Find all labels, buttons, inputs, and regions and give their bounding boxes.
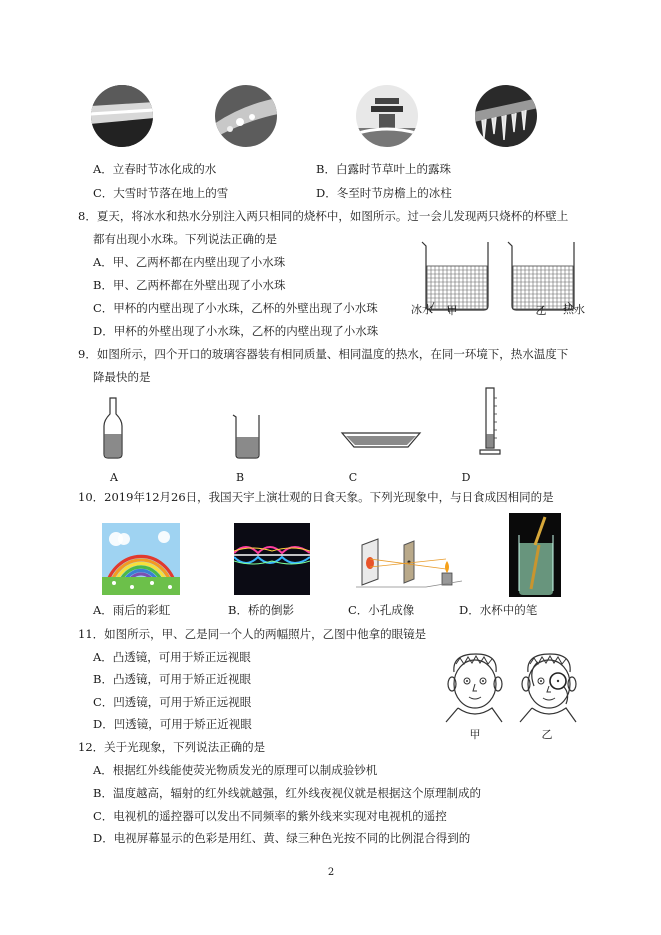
face-label-yi: 乙 <box>541 728 553 741</box>
face-label-jia: 甲 <box>469 728 481 741</box>
photo-snow-temple <box>355 84 419 148</box>
container-d-cylinder <box>478 386 506 458</box>
q11-option-b: B．凸透镜，可用于矫正近视眼 <box>93 672 251 686</box>
q7-option-c: C．大雪时节落在地上的雪 <box>93 186 229 200</box>
face-yi-with-lens <box>510 650 588 724</box>
photo-bridge-reflection <box>234 523 310 595</box>
q8-option-d: D．甲杯的外壁出现了小水珠，乙杯的内壁出现了小水珠 <box>93 324 379 338</box>
q10-option-b: B．桥的倒影 <box>228 603 294 617</box>
photo-pinhole-camera <box>356 535 462 591</box>
q8-option-b: B．甲、乙两杯都在外壁出现了小水珠 <box>93 278 286 292</box>
q10-option-a: A．雨后的彩虹 <box>93 603 171 617</box>
q9-label-d: D <box>461 471 471 484</box>
photo-dew-leaf <box>214 84 278 148</box>
q7-option-d: D．冬至时节房檐上的冰柱 <box>316 186 452 200</box>
q8-stem-line1: 8．夏天，将冰水和热水分别注入两只相同的烧杯中，如图所示。过一会儿发现两只烧杯的杯壁上 <box>78 209 569 223</box>
q10-option-c: C．小孔成像 <box>348 603 415 617</box>
photo-icicles <box>474 84 538 148</box>
beaker-label-hot-water: 热水 <box>563 303 585 316</box>
page-number: 2 <box>327 867 335 878</box>
photo-rainbow <box>102 523 180 595</box>
q7-option-b: B．白露时节草叶上的露珠 <box>316 162 451 176</box>
q9-label-b: B <box>235 471 245 484</box>
beaker-label-ice-water: 冰水 <box>411 303 433 316</box>
q12-option-c: C．电视机的遥控器可以发出不同频率的紫外线来实现对电视机的遥控 <box>93 809 447 823</box>
q9-stem-line2: 降最快的是 <box>93 370 151 384</box>
photo-ice-water <box>90 84 154 148</box>
beaker-label-jia: 甲 <box>446 304 458 317</box>
q9-label-a: A <box>110 471 118 484</box>
q8-option-a: A．甲、乙两杯都在内壁出现了小水珠 <box>93 255 286 269</box>
q11-option-c: C．凹透镜，可用于矫正远视眼 <box>93 695 252 709</box>
q12-option-b: B．温度越高，辐射的红外线就越强，红外线夜视仪就是根据这个原理制成的 <box>93 786 481 800</box>
q8-option-c: C．甲杯的内壁出现了小水珠，乙杯的外壁出现了小水珠 <box>93 301 378 315</box>
q12-stem: 12．关于光现象，下列说法正确的是 <box>78 740 266 754</box>
beaker-label-yi: 乙 <box>535 304 547 317</box>
q11-option-d: D．凹透镜，可用于矫正近视眼 <box>93 717 252 731</box>
face-jia <box>436 650 514 724</box>
q11-stem: 11．如图所示，甲、乙是同一个人的两幅照片，乙图中他拿的眼镜是 <box>78 627 427 641</box>
q11-option-a: A．凸透镜，可用于矫正远视眼 <box>93 650 251 664</box>
q9-stem-line1: 9．如图所示，四个开口的玻璃容器装有相同质量、相同温度的热水，在同一环境下，热水温度下 <box>78 347 569 361</box>
container-c-dish <box>340 429 422 451</box>
q8-stem-line2: 都有出现小水珠。下列说法正确的是 <box>93 232 277 246</box>
q9-label-c: C <box>348 471 358 484</box>
q7-option-a: A．立春时节冰化成的水 <box>93 162 217 176</box>
q10-stem: 10．2019年12月26日，我国天宇上演壮观的日食天象。下列光现象中，与日食成因相同的是 <box>78 490 554 504</box>
photo-pen-in-water <box>509 513 561 597</box>
container-b-beaker <box>231 411 263 461</box>
q12-option-a: A．根据红外线能使荧光物质发光的原理可以制成验钞机 <box>93 763 378 777</box>
q10-option-d: D．水杯中的笔 <box>459 603 538 617</box>
q12-option-d: D．电视屏幕显示的色彩是用红、黄、绿三种色光按不同的比例混合得到的 <box>93 831 471 845</box>
container-a-bottle <box>100 396 126 460</box>
